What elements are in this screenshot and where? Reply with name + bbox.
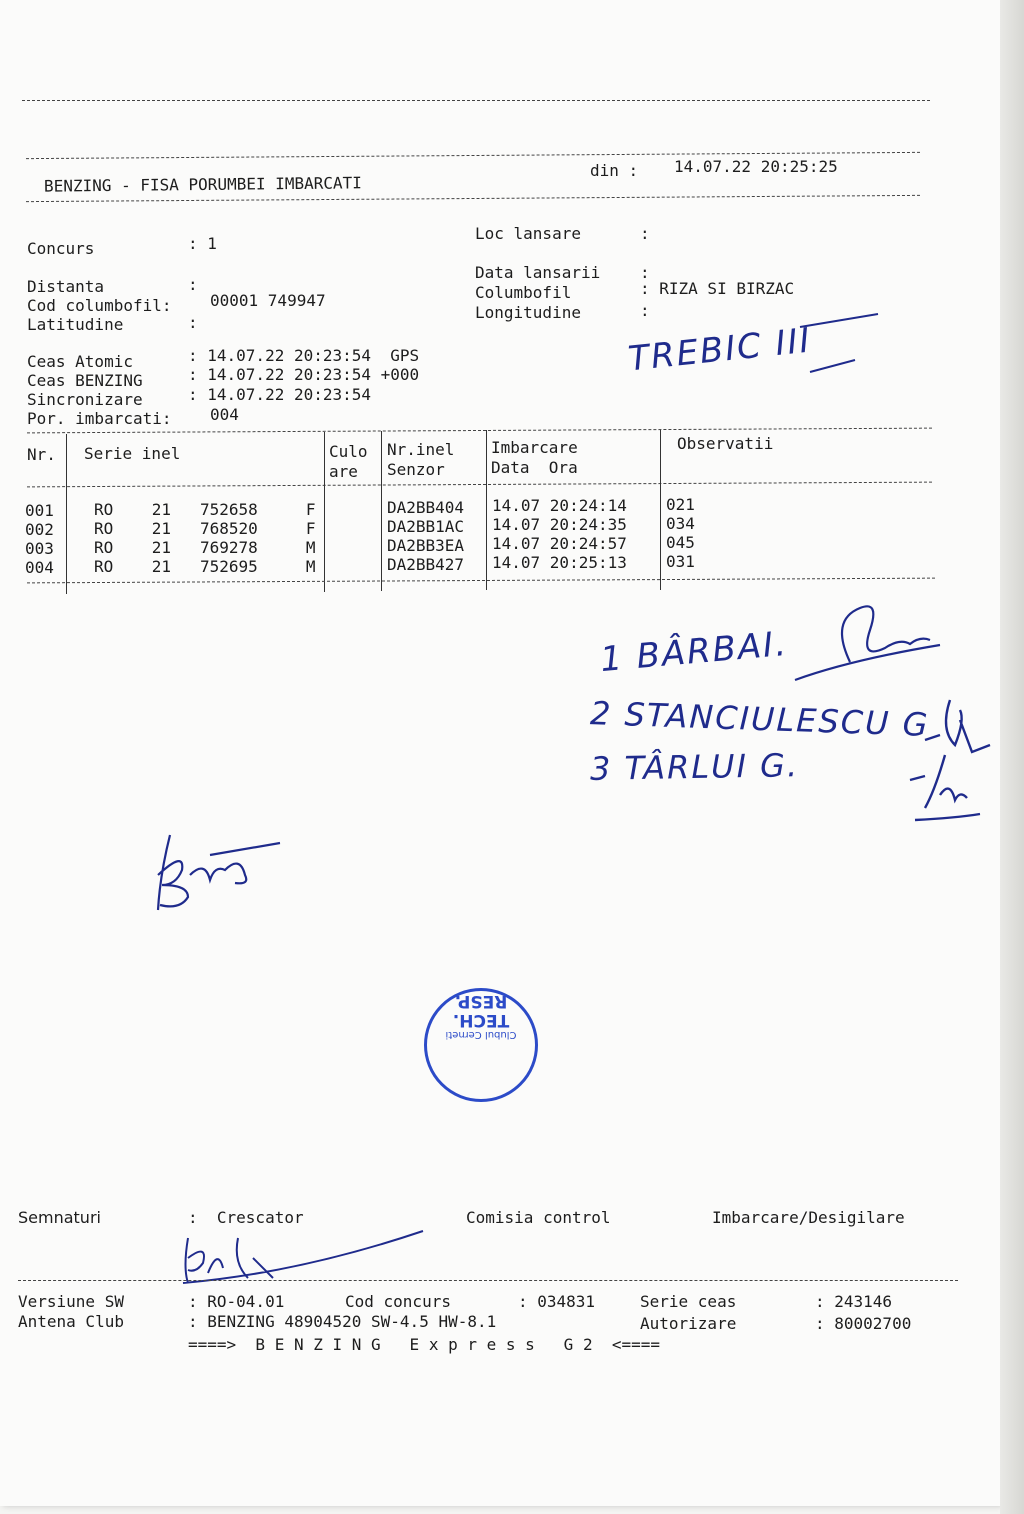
col-header-culo: Culo (329, 442, 368, 461)
columbofil-label: Columbofil (475, 283, 572, 302)
distanta-value: : (188, 275, 198, 294)
comisia-control-label: Comisia control (466, 1208, 611, 1227)
latitudine-value: : (188, 313, 198, 332)
cod-concurs-value: : 034831 (518, 1292, 596, 1311)
note-underline (800, 312, 890, 382)
handwritten-location-note: TREBIC III (626, 320, 814, 380)
row-serie: RO 21 752695 M (94, 557, 316, 576)
col-sep (660, 430, 661, 590)
loc-lansare-label: Loc lansare (475, 224, 581, 243)
row-nr: 001 (25, 501, 54, 520)
longitudine-label: Longitudine (475, 303, 581, 322)
header-date-label: din : (590, 161, 639, 180)
row-serie: RO 21 752658 F (94, 500, 316, 519)
resp-tech-stamp (424, 988, 538, 1102)
stamp-line-1: RESP. (454, 991, 508, 1011)
signature-1 (790, 600, 950, 690)
latitudine-label: Latitudine (27, 315, 124, 334)
row-senzor: DA2BB1AC (387, 517, 465, 536)
concurs-value: : 1 (188, 234, 217, 253)
row-data-ora: 14.07 20:24:14 (492, 496, 627, 515)
por-imbarcati-value: 004 (210, 405, 239, 424)
ceas-atomic-label: Ceas Atomic (27, 352, 133, 371)
ceas-benzing-label: Ceas BENZING (27, 371, 143, 390)
col-header-nr: Nr. (27, 445, 56, 464)
row-nr: 004 (25, 558, 54, 577)
columbofil-value: : RIZA SI BIRZAC (640, 279, 795, 298)
serie-ceas-label: Serie ceas (640, 1292, 737, 1311)
col-header-imbarcare-2: Data Ora (491, 458, 578, 477)
col-header-nrinel: Nr.inel (387, 440, 455, 459)
benzing-banner: ====> B E N Z I N G E x p r e s s G 2 <==== (188, 1335, 661, 1354)
crescator-label: : Crescator (188, 1208, 304, 1227)
col-sep (381, 431, 382, 591)
col-header-culo-2: are (329, 462, 358, 481)
antena-club-label: Antena Club (18, 1312, 124, 1331)
row-data-ora: 14.07 20:24:57 (492, 534, 627, 553)
signature-3 (905, 750, 995, 830)
data-lansarii-label: Data lansarii (475, 263, 601, 282)
col-header-imbarcare: Imbarcare (491, 438, 578, 457)
row-obs: 021 (666, 495, 695, 514)
footer-rule (18, 1280, 958, 1281)
signature-4 (150, 825, 290, 920)
row-nr: 002 (25, 520, 54, 539)
row-data-ora: 14.07 20:24:35 (492, 515, 627, 534)
antena-club-value: : BENZING 48904520 SW-4.5 HW-8.1 (188, 1312, 497, 1331)
data-lansarii-value: : (640, 263, 650, 282)
versiune-sw-value: : RO-04.01 (188, 1292, 285, 1311)
row-senzor: DA2BB3EA (387, 536, 465, 555)
row-obs: 034 (666, 514, 695, 533)
stamp-ring-text: Clubul Cerneti (445, 1029, 517, 1040)
ceas-benzing-value: : 14.07.22 20:23:54 +000 (188, 365, 420, 384)
serie-ceas-value: : 243146 (815, 1292, 893, 1311)
col-header-serie: Serie inel (84, 444, 181, 463)
row-obs: 045 (666, 533, 695, 552)
handwritten-line-2: 2 STANCIULESCU G (589, 694, 931, 744)
cod-columbofil-value: 00001 749947 (210, 291, 326, 310)
handwritten-line-1: 1 BÂRBAI. (598, 623, 790, 681)
page-edge (1000, 0, 1024, 1514)
row-data-ora: 14.07 20:25:13 (492, 553, 627, 572)
cod-columbofil-label: Cod columbofil: (27, 296, 172, 315)
autorizare-label: Autorizare (640, 1314, 737, 1333)
row-serie: RO 21 769278 M (94, 538, 316, 557)
col-header-nrinel-2: Senzor (387, 460, 445, 479)
stamp-line-2: TECH. (452, 1010, 510, 1030)
col-sep (66, 434, 67, 594)
crescator-signature (178, 1228, 428, 1293)
col-sep (324, 432, 325, 592)
col-header-observatii: Observatii (677, 434, 774, 453)
autorizare-value: : 80002700 (815, 1314, 912, 1333)
concurs-label: Concurs (27, 239, 95, 258)
sincronizare-label: Sincronizare (27, 390, 143, 409)
top-rule (22, 100, 930, 101)
header-date-value: 14.07.22 20:25:25 (674, 157, 838, 176)
row-senzor: DA2BB404 (387, 498, 465, 517)
handwritten-line-3: 3 TÂRLUI G. (589, 746, 800, 788)
header-title: BENZING - FISA PORUMBEI IMBARCATI (43, 173, 362, 196)
row-senzor: DA2BB427 (387, 555, 465, 574)
loc-lansare-value: : (640, 224, 650, 243)
row-nr: 003 (25, 539, 54, 558)
distanta-label: Distanta (27, 277, 105, 296)
longitudine-value: : (640, 301, 650, 320)
imbarcare-desigilare-label: Imbarcare/Desigilare (712, 1208, 905, 1227)
por-imbarcati-label: Por. imbarcati: (27, 409, 172, 428)
col-sep (486, 430, 487, 590)
sincronizare-value: : 14.07.22 20:23:54 (188, 385, 372, 404)
ceas-atomic-value: : 14.07.22 20:23:54 GPS (188, 346, 420, 365)
row-obs: 031 (666, 552, 695, 571)
cod-concurs-label: Cod concurs (345, 1292, 451, 1311)
row-serie: RO 21 768520 F (94, 519, 316, 538)
versiune-sw-label: Versiune SW (18, 1292, 124, 1311)
semnaturi-label: Semnaturi (18, 1208, 101, 1227)
